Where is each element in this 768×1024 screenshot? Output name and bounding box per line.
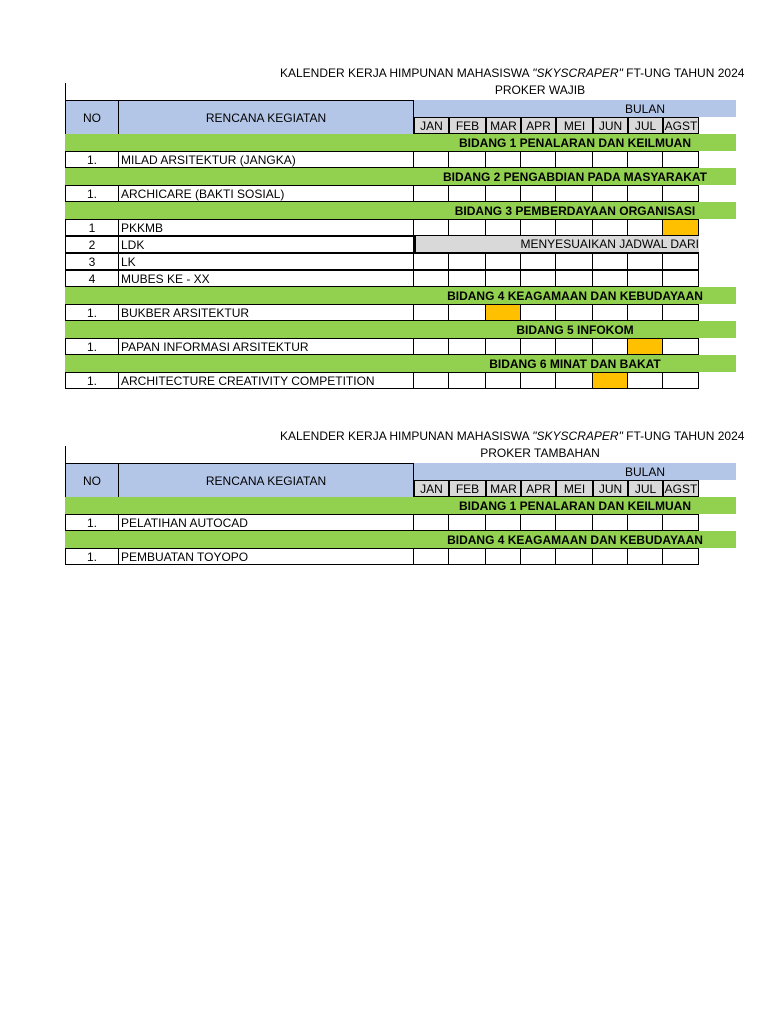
month-cell-jun [593, 338, 628, 355]
month-cell-jul [628, 514, 663, 531]
month-cell-jan [414, 151, 449, 168]
month-cell-jul [628, 304, 663, 321]
month-cell-agst [663, 372, 699, 389]
row-number: 1. [65, 151, 119, 168]
month-cell-feb [449, 151, 486, 168]
row-number: 1. [65, 514, 119, 531]
month-cell-apr [521, 253, 556, 270]
month-cell-apr [521, 548, 556, 565]
row-number: 1. [65, 185, 119, 202]
month-cell-feb [449, 219, 486, 236]
month-cell-agst [663, 514, 699, 531]
month-cell-apr [521, 514, 556, 531]
month-cell-jun [593, 270, 628, 287]
left-border-line [65, 446, 66, 464]
month-cell-jun [593, 548, 628, 565]
section-title: BIDANG 1 PENALARAN DAN KEILMUAN [458, 498, 691, 513]
month-cell-jun [593, 372, 628, 389]
month-cell-jun [593, 514, 628, 531]
month-header-jan: JAN [414, 480, 449, 497]
month-header-apr: APR [521, 480, 556, 497]
month-cell-mei [556, 253, 593, 270]
column-header-month-band [414, 463, 736, 480]
row-activity: BUKBER ARSITEKTUR [119, 304, 414, 321]
month-cell-feb [449, 338, 486, 355]
sheet-subtitle: PROKER WAJIB [494, 83, 586, 97]
month-cell-mar [486, 372, 521, 389]
row-number: 1. [65, 548, 119, 565]
month-cell-jan [414, 338, 449, 355]
column-header-no: NO [65, 100, 119, 135]
table-row [65, 304, 699, 321]
month-cell-mar [486, 338, 521, 355]
row-activity: MUBES KE - XX [119, 270, 414, 287]
section-header [65, 287, 736, 304]
row-number: 1. [65, 338, 119, 355]
table-row [65, 514, 699, 531]
table-row [65, 338, 699, 355]
row-activity: LK [119, 253, 414, 270]
month-cell-mei [556, 372, 593, 389]
month-cell-jul [628, 151, 663, 168]
row-number: 3 [65, 253, 119, 270]
table-row [65, 151, 699, 168]
title-prefix: KALENDER KERJA HIMPUNAN MAHASISWA [280, 66, 533, 80]
table-row [65, 372, 699, 389]
month-cell-mei [556, 514, 593, 531]
month-header-feb: FEB [449, 480, 486, 497]
month-cell-jun [593, 185, 628, 202]
month-cell-mei [556, 338, 593, 355]
month-cell-jun [593, 219, 628, 236]
month-cell-jul [628, 548, 663, 565]
month-cell-mei [556, 185, 593, 202]
month-cell-jul [628, 219, 663, 236]
month-cell-agst [663, 338, 699, 355]
month-cell-apr [521, 372, 556, 389]
month-cell-jun [593, 304, 628, 321]
month-cell-jan [414, 548, 449, 565]
month-cell-mar [486, 219, 521, 236]
month-cell-feb [449, 548, 486, 565]
month-cell-mar [486, 304, 521, 321]
sheet-title [280, 66, 745, 80]
month-header-feb: FEB [449, 117, 486, 134]
section-header [65, 531, 736, 548]
title-suffix: FT-UNG TAHUN 2024 [622, 66, 745, 80]
row-activity: PEMBUATAN TOYOPO [119, 548, 414, 565]
row-activity: PELATIHAN AUTOCAD [119, 514, 414, 531]
month-cell-feb [449, 304, 486, 321]
month-header-jun: JUN [593, 480, 628, 497]
month-cell-agst [663, 548, 699, 565]
month-cell-jan [414, 304, 449, 321]
month-cell-feb [449, 514, 486, 531]
month-cell-jun [593, 253, 628, 270]
row-number: 1 [65, 219, 119, 236]
section-header [65, 321, 736, 338]
month-cell-agst [663, 151, 699, 168]
month-cell-mei [556, 151, 593, 168]
month-header-jan: JAN [414, 117, 449, 134]
month-cell-feb [449, 185, 486, 202]
month-cell-mei [556, 270, 593, 287]
section-title: BIDANG 6 MINAT DAN BAKAT [489, 356, 661, 371]
month-cell-mei [556, 219, 593, 236]
month-header-jul: JUL [628, 480, 663, 497]
table-row [65, 236, 699, 253]
section-title: BIDANG 4 KEAGAMAAN DAN KEBUDAYAAN [447, 288, 703, 303]
column-header-month-band [414, 100, 736, 117]
month-cell-mar [486, 185, 521, 202]
month-cell-jan [414, 219, 449, 236]
month-cell-agst [663, 304, 699, 321]
section-title: BIDANG 1 PENALARAN DAN KEILMUAN [458, 135, 691, 150]
row-activity: PAPAN INFORMASI ARSITEKTUR [119, 338, 414, 355]
bulan-label: BULAN [624, 101, 665, 116]
month-cell-mar [486, 514, 521, 531]
month-cell-agst [663, 270, 699, 287]
month-cell-jan [414, 253, 449, 270]
section-title: BIDANG 3 PEMBERDAYAAN ORGANISASI [454, 203, 696, 218]
month-header-mar: MAR [486, 480, 521, 497]
month-header-agst: AGST [664, 481, 698, 496]
title-italic: "SKYSCRAPER" [532, 66, 623, 80]
column-header-activity: RENCANA KEGIATAN [118, 100, 414, 135]
month-header-apr: APR [521, 117, 556, 134]
row-number: 4 [65, 270, 119, 287]
month-cell-jan [414, 372, 449, 389]
month-header-jul: JUL [628, 117, 663, 134]
row-activity: ARCHITECTURE CREATIVITY COMPETITION [119, 372, 414, 389]
section-header [65, 134, 736, 151]
row-number: 2 [65, 236, 119, 253]
column-header-no: NO [65, 463, 119, 498]
month-cell-jul [628, 253, 663, 270]
month-cell-agst [663, 185, 699, 202]
table-row [65, 253, 699, 270]
month-cell-agst [663, 219, 699, 236]
table-row [65, 185, 699, 202]
column-header-activity: RENCANA KEGIATAN [118, 463, 414, 498]
table-row [65, 219, 699, 236]
month-cell-mar [486, 548, 521, 565]
row-number: 1. [65, 304, 119, 321]
month-cell-jan [414, 185, 449, 202]
schedule-note: MENYESUAIKAN JADWAL DARI [414, 236, 699, 253]
month-cell-jul [628, 338, 663, 355]
month-cell-apr [521, 151, 556, 168]
month-header-agst: AGST [664, 118, 698, 133]
row-activity: MILAD ARSITEKTUR (JANGKA) [119, 151, 414, 168]
month-header-mei: MEI [556, 480, 593, 497]
bulan-label: BULAN [624, 464, 665, 479]
section-title: BIDANG 5 INFOKOM [516, 322, 634, 337]
month-cell-jul [628, 270, 663, 287]
title-prefix: KALENDER KERJA HIMPUNAN MAHASISWA [280, 429, 533, 443]
month-header-mar: MAR [486, 117, 521, 134]
month-cell-apr [521, 219, 556, 236]
month-cell-feb [449, 270, 486, 287]
row-activity: ARCHICARE (BAKTI SOSIAL) [119, 185, 414, 202]
month-cell-mar [486, 151, 521, 168]
month-cell-mei [556, 548, 593, 565]
row-activity: PKKMB [119, 219, 414, 236]
section-title: BIDANG 4 KEAGAMAAN DAN KEBUDAYAAN [447, 532, 703, 547]
month-cell-feb [449, 253, 486, 270]
left-border-line [65, 83, 66, 101]
row-activity: LDK [119, 236, 414, 253]
month-cell-apr [521, 338, 556, 355]
section-header [65, 202, 736, 219]
month-cell-jul [628, 185, 663, 202]
month-header-mei: MEI [556, 117, 593, 134]
month-header-jun: JUN [593, 117, 628, 134]
section-header [65, 168, 736, 185]
month-cell-apr [521, 270, 556, 287]
title-italic: "SKYSCRAPER" [532, 429, 623, 443]
month-cell-agst [663, 253, 699, 270]
month-cell-jun [593, 151, 628, 168]
month-cell-feb [449, 372, 486, 389]
row-number: 1. [65, 372, 119, 389]
sheet-subtitle: PROKER TAMBAHAN [480, 446, 600, 460]
month-cell-jan [414, 270, 449, 287]
month-cell-apr [521, 185, 556, 202]
table-row [65, 270, 699, 287]
table-row [65, 548, 699, 565]
month-cell-mei [556, 304, 593, 321]
section-title: BIDANG 2 PENGABDIAN PADA MASYARAKAT [442, 169, 708, 184]
section-header [65, 355, 736, 372]
title-suffix: FT-UNG TAHUN 2024 [622, 429, 745, 443]
month-cell-mar [486, 270, 521, 287]
section-header [65, 497, 736, 514]
sheet-title [280, 429, 745, 443]
month-cell-jul [628, 372, 663, 389]
month-cell-mar [486, 253, 521, 270]
month-cell-jan [414, 514, 449, 531]
month-cell-apr [521, 304, 556, 321]
